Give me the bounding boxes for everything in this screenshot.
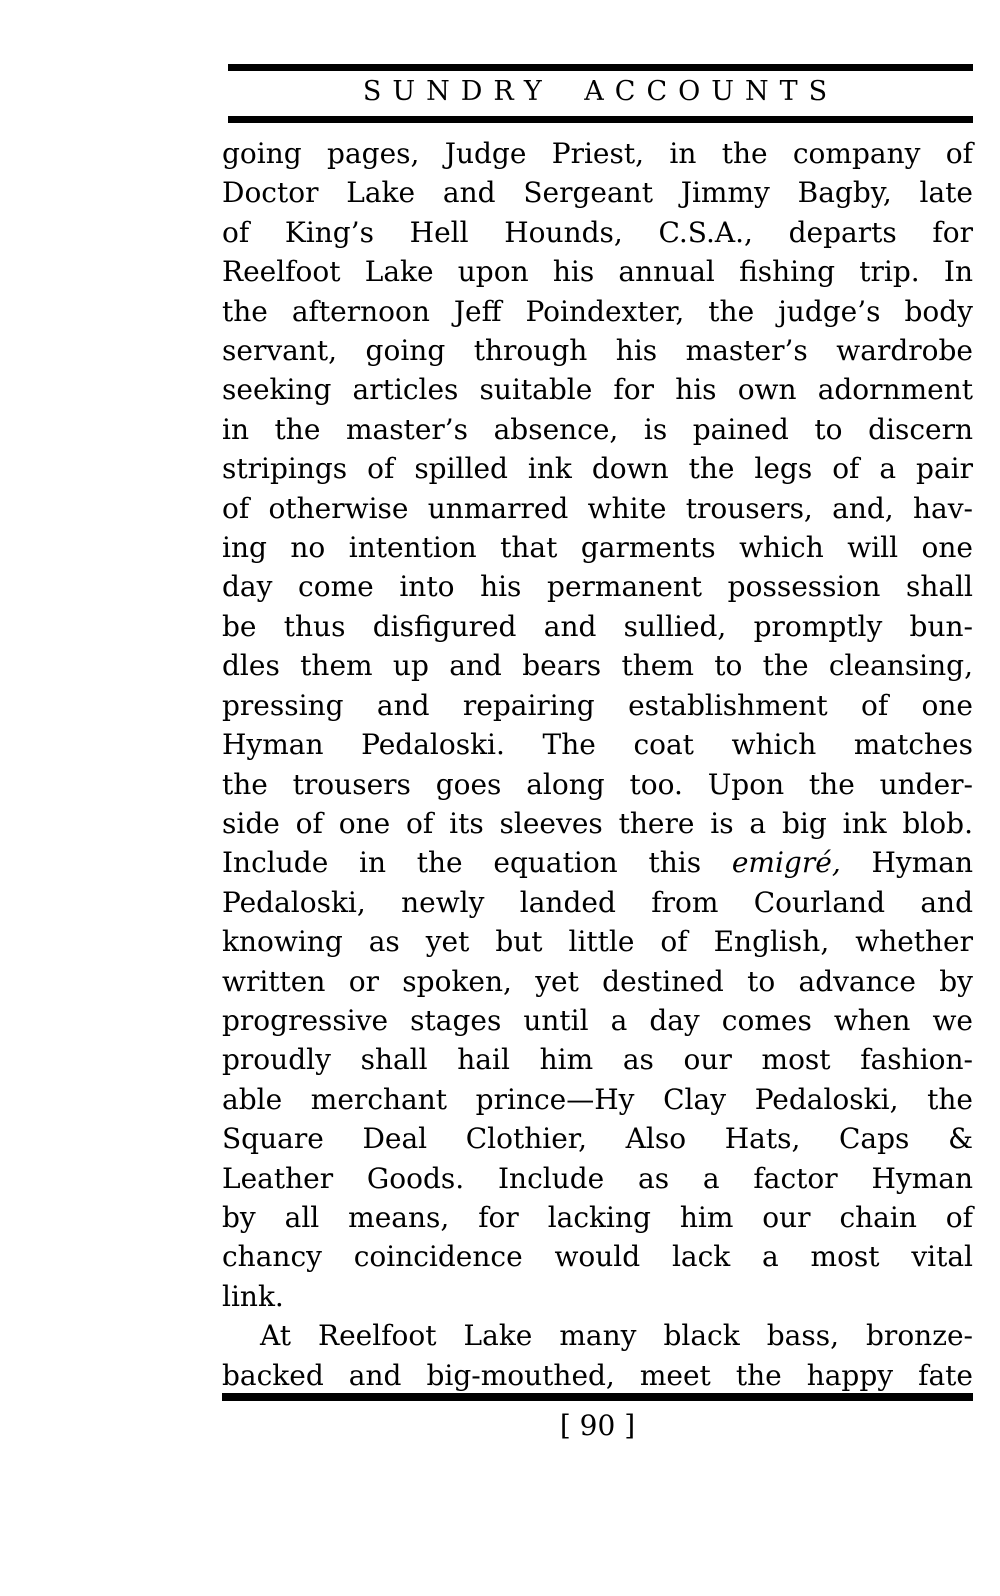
text-line [222,686,973,725]
text-line [222,646,973,685]
text-line [222,1001,973,1040]
text-line [222,1316,973,1355]
text-segment: able merchant prince—Hy Clay Pedaloski, the [222,1082,973,1116]
text-segment: link. [222,1279,284,1313]
text-line [222,489,973,528]
text-segment: in the master’s absence, is pained to discern [222,412,973,446]
text-line [222,1080,973,1119]
text-line [222,1198,973,1237]
text-segment: of otherwise unmarred white trousers, and, hav- [222,491,973,525]
header-rule-bottom [228,116,973,123]
text-segment: progressive stages until a day comes when we [222,1003,973,1037]
text-line [222,607,973,646]
text-line [222,528,973,567]
text-line [222,567,973,606]
text-line [222,883,973,922]
text-line [222,922,973,961]
running-head-title: SUNDRY ACCOUNTS [362,76,839,107]
text-line [222,1277,973,1316]
text-segment: of King’s Hell Hounds, C.S.A., departs for [222,215,973,249]
body-text [222,134,973,1395]
text-line [222,449,973,488]
text-line [222,843,973,882]
text-line [222,765,973,804]
text-segment: the afternoon Jeff Poindexter, the judge’s body [222,294,973,328]
text-segment: Square Deal Clothier, Also Hats, Caps & [222,1122,973,1156]
text-segment: side of one of its sleeves there is a big ink blob. [222,806,973,840]
text-segment: by all means, for lacking him our chain of [222,1200,973,1234]
text-line [222,331,973,370]
text-line [222,962,973,1001]
text-line [222,1040,973,1079]
text-segment: be thus disfigured and sullied, promptly bun- [222,609,973,643]
text-segment: Pedaloski, newly landed from Courland and [222,885,973,919]
text-segment: Include in the equation this [222,846,732,880]
text-segment: the trousers goes along too. Upon the under- [222,767,973,801]
italic-text-segment: emigré, [731,846,841,880]
text-segment: Doctor Lake and Sergeant Jimmy Bagby, late [222,176,973,210]
text-segment: dles them up and bears them to the cleansing, [222,649,973,683]
text-line [222,1119,973,1158]
text-segment: written or spoken, yet destined to advance by [222,964,973,998]
text-line [222,252,973,291]
text-segment: Hyman [840,846,973,880]
text-line [222,1356,973,1395]
header-rule-top [228,64,973,71]
text-line [222,292,973,331]
text-line [222,173,973,212]
text-line [222,1237,973,1276]
page-number: [ 90 ] [559,1409,636,1442]
text-segment: Hyman Pedaloski. The coat which matches [222,728,973,762]
text-line [222,134,973,173]
text-line [222,410,973,449]
text-segment: going pages, Judge Priest, in the company of [222,137,973,170]
text-segment: servant, going through his master’s wardrobe [222,334,973,368]
text-line [222,370,973,409]
text-segment: Leather Goods. Include as a factor Hyman [222,1161,973,1195]
text-segment: day come into his permanent possession shall [222,570,973,604]
text-line [222,804,973,843]
text-segment: proudly shall hail him as our most fashion- [222,1043,973,1077]
text-segment: ing no intention that garments which will one [222,531,973,565]
text-segment: knowing as yet but little of English, whether [222,925,973,959]
text-segment: At Reelfoot Lake many black bass, bronze- [260,1319,973,1353]
text-line [222,1159,973,1198]
text-segment: backed and big-mouthed, meet the happy fate [222,1358,973,1392]
text-segment: chancy coincidence would lack a most vital [222,1240,973,1274]
text-line [222,213,973,252]
footer-rule [222,1393,973,1401]
text-segment: seeking articles suitable for his own adornment [222,373,973,407]
text-segment: stripings of spilled ink down the legs of a pair [222,452,973,486]
text-segment: pressing and repairing establishment of one [222,688,973,722]
text-segment: Reelfoot Lake upon his annual fishing trip. In [222,255,973,289]
text-line [222,725,973,764]
